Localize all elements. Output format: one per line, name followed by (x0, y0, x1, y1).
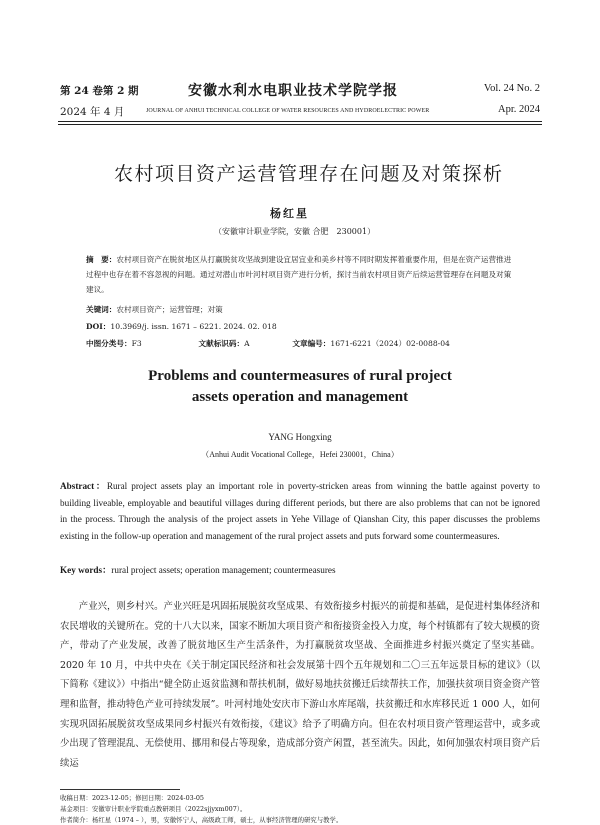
doi (86, 321, 277, 332)
abstract-cn-label: 摘 要： (86, 255, 117, 264)
title-cn: 农村项目资产运营管理存在问题及对策探析 (114, 163, 504, 185)
abstract-cn (86, 252, 514, 297)
title-en-line2: assets operation and management (191, 389, 409, 405)
doi-label: DOI： (86, 322, 111, 331)
doc-code-value: A (244, 339, 250, 348)
keywords-cn-text: 农村项目资产；运营管理；对策 (116, 305, 223, 314)
article-no-value: 1671-6221（2024）02-0088-04 (330, 339, 450, 348)
keywords-en-text: rural project assets; operation management; countermeasures (111, 565, 336, 575)
clc-value: F3 (131, 339, 142, 348)
abstract-en (60, 478, 540, 544)
header-rule-top (58, 121, 542, 122)
body-paragraph: 产业兴，则乡村兴。产业兴旺是巩固拓展脱贫攻坚成果、有效衔接乡村振兴的前提和基础，是促进村集体经济和农民增收的关键所在。党的十八大以来，国家不断加大项目资产和衔接资金投入力度，每个村镇都有了较大规模的资产，带动了产业发展，改善了脱贫地区生产生活条件，为打赢脱贫攻坚战、全面推进乡村振兴奠定了坚实基础。2020 年 10 月，中共中央在《关于制定国民经济和社会发展第十四个五年规划和二〇三五年远景目标的建议》（以下简称《建议》）中指出“健全防止返贫监测和帮扶机制，做好易地扶贫搬迁后续帮扶工作，加强扶贫项目资金资产管理和监督，推动特色产业可持续发展”。叶河村地处安庆市下游山水库尾端，扶贫搬迁和水库移民近 1 000 人，如何实现巩固拓展脱贫攻坚成果同乡村振兴有效衔接，《建议》给予了明确方向。但在农村项目资产管理运营中，或多或少出现了管理混乱、无偿使用、挪用和侵占等现象，造成部分资产闲置，甚至流失。因此，如何加强农村项目资产后续运 (60, 601, 540, 769)
footnote-rule (60, 789, 180, 790)
journal-title-en: JOURNAL OF ANHUI TECHNICAL COLLEGE OF WATER RESOURCES AND HYDROELECTRIC POWER (146, 108, 430, 114)
date-en: Apr. 2024 (498, 104, 540, 115)
affiliation-en: （Anhui Audit Vocational College，Hefei 230001，China） (201, 450, 399, 459)
doc-code-label: 文献标识码： (198, 339, 245, 348)
header-rule-bottom (58, 124, 542, 125)
abstract-en-label: Abstract： (60, 481, 107, 491)
classification-line (86, 338, 450, 349)
footnote-received: 收稿日期：2023-12-05；修回日期：2024-03-05 (60, 794, 204, 802)
volume-issue-cn: 第 24 卷第 2 期 (60, 85, 139, 97)
article-no-label: 文章编号： (292, 339, 331, 348)
doi-text: 10.3969/j. issn. 1671 – 6221. 2024. 02. 018 (110, 322, 277, 331)
abstract-cn-text: 农村项目资产在脱贫地区从打赢脱贫攻坚战到建设宜居宜业和美乡村等不同时期发挥着重要作用，但是在资产运营推进过程中也存在着不容忽视的问题。通过对潜山市叶河村项目资产进行分析，探讨当前农村项目资产后续运营管理存在问题及对策建议。 (86, 255, 512, 294)
author-en: YANG Hongxing (268, 432, 332, 442)
footnote-fund: 基金项目：安徽审计职业学院重点教研项目（2022sjjyxm007）。 (60, 805, 247, 813)
keywords-en-label: Key words： (60, 565, 112, 575)
affiliation-cn: （安徽审计职业学院，安徽 合肥 230001） (214, 227, 376, 236)
date-cn: 2024 年 4 月 (60, 106, 125, 118)
abstract-en-text: Rural project assets play an important role in poverty-stricken areas from winning the battle against poverty to building liveable, employable and beautiful villages during different periods, but there are also problems that can not be ignored in the process. Through the analysis of the project assets in Yehe Village of Qianshan City, this paper discusses the problems existing in the follow-up operation and management of the rural project assets and puts forward some countermeasures. (60, 481, 540, 541)
title-en-line1: Problems and countermeasures of rural project (148, 368, 452, 384)
author-cn: 杨红星 (270, 207, 309, 220)
keywords-cn (86, 304, 223, 315)
keywords-cn-label: 关键词： (86, 305, 117, 314)
footnote-author: 作者简介：杨红星（1974 – ），男，安徽怀宁人，高级政工师，硕士，从事经济管理的研究与教学。 (60, 816, 343, 824)
clc-label: 中图分类号： (86, 339, 132, 348)
journal-title-cn: 安徽水利水电职业技术学院学报 (188, 83, 398, 99)
volume-issue-en: Vol. 24 No. 2 (483, 83, 540, 94)
keywords-en (60, 562, 540, 579)
